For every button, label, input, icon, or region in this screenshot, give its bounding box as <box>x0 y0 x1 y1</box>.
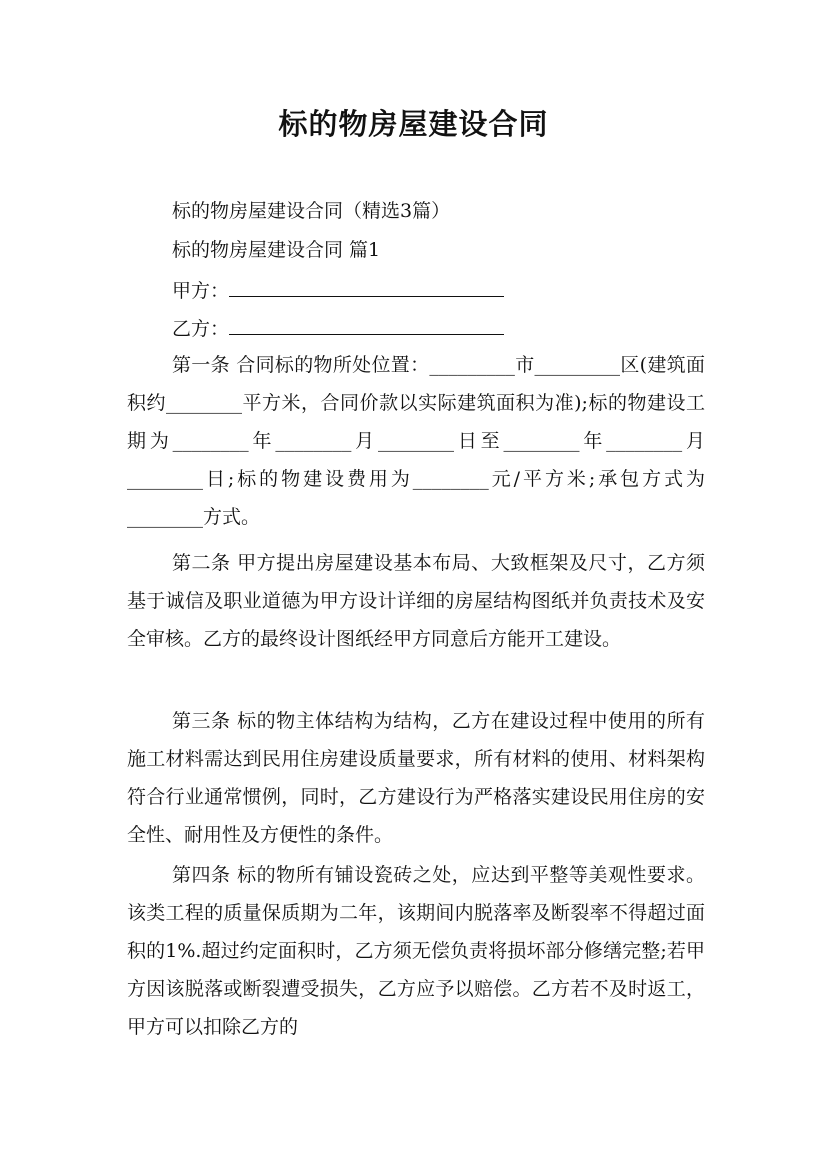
party-a-blank <box>229 276 504 297</box>
party-b-line <box>172 314 504 343</box>
party-b-blank <box>229 314 504 335</box>
party-b-label: 乙方： <box>172 318 230 340</box>
party-a-label: 甲方： <box>172 280 230 302</box>
party-a-line <box>172 276 504 305</box>
article-4: 第四条 标的物所有铺设瓷砖之处，应达到平整等美观性要求。该类工程的质量保质期为二年，该期间内脱落率及断裂率不得超过面积的1%.超过约定面积时，乙方须无偿负责将损坏部分修缮完整;若甲方因该脱落或断裂遭受损失，乙方应予以赔偿。乙方若不及时返工，甲方可以扣除乙方的 <box>127 864 705 1038</box>
document-subtitle: 标的物房屋建设合同（精选3篇） <box>172 200 451 222</box>
article-3: 第三条 标的物主体结构为结构，乙方在建设过程中使用的所有施工材料需达到民用住房建设质量要求，所有材料的使用、材料架构符合行业通常惯例，同时，乙方建设行为严格落实建设民用住房的安全性、耐用性及方便性的条件。 <box>127 710 705 846</box>
article-2: 第二条 甲方提出房屋建设基本布局、大致框架及尺寸，乙方须基于诚信及职业道德为甲方设计详细的房屋结构图纸并负责技术及安全审核。乙方的最终设计图纸经甲方同意后方能开工建设。 <box>127 552 705 650</box>
document-title: 标的物房屋建设合同 <box>278 107 549 141</box>
section-heading: 标的物房屋建设合同 篇1 <box>172 239 381 261</box>
article-1: 第一条 合同标的物所处位置：_________市_________区(建筑面积约________平方米，合同价款以实际建筑面积为准);标的物建设工期为________年________月________日至________年________月________日;标的物建设费用为________元/平方米;承包方式为________方式。 <box>127 354 705 528</box>
